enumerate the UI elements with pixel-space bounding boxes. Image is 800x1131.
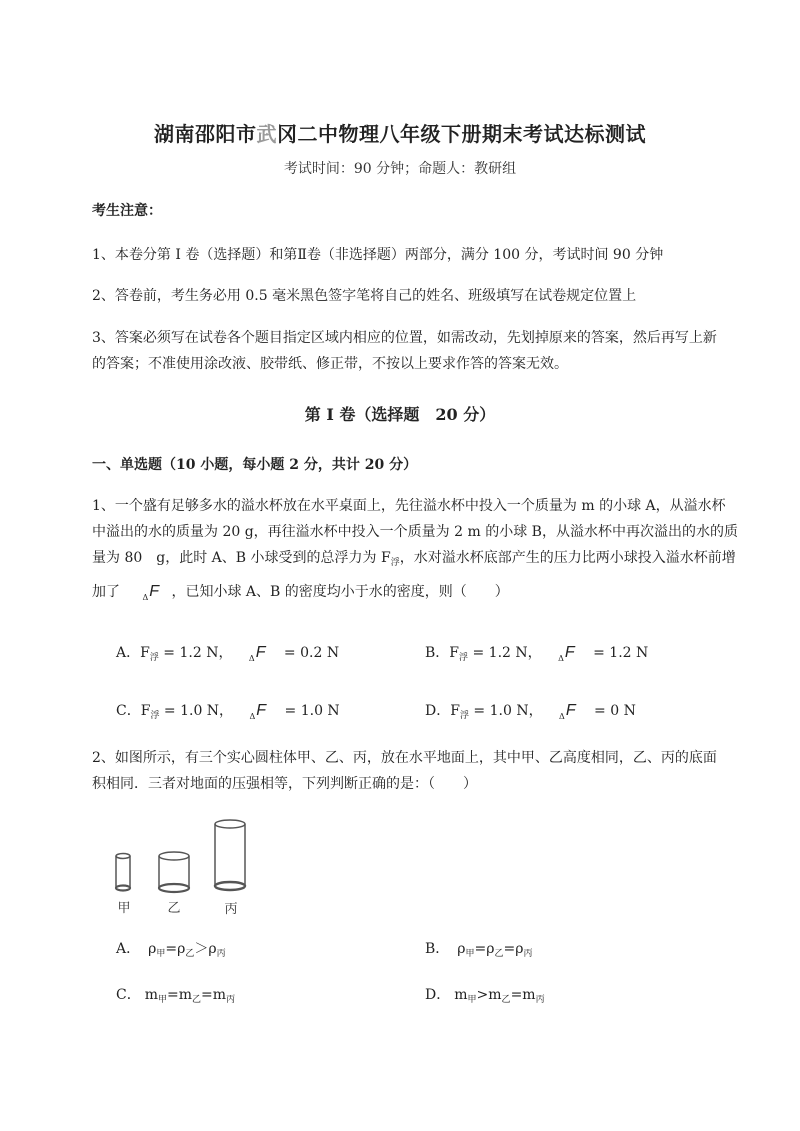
q1-option-d[interactable]: D．$F_浮 = 1.0$ N， $_\Delta$F = 0 N: [425, 702, 636, 721]
q1-option-b[interactable]: B．$F_浮 = 1.2$ N， $_\Delta$F = 1.2 N: [425, 644, 649, 663]
label-bing: 丙: [224, 902, 238, 917]
part-heading: 一、单选题（10 小题，每小题 2 分，共计 20 分）: [92, 457, 418, 473]
q1-option-c[interactable]: C．$F_浮 = 1.0$ N， $_\Delta$F = 1.0 N: [116, 702, 340, 721]
notice-item-3: 3、答案必须写在试卷各个题目指定区域内相应的位置，如需改动，先划掉原来的答案，然后再写上新: [92, 330, 717, 346]
cylinder-jia: [116, 854, 130, 891]
title-prefix: 湖南邵阳市: [154, 122, 257, 146]
force-symbol: F: [149, 583, 160, 600]
notice-heading: 考生注意：: [92, 203, 162, 219]
q2-option-b[interactable]: B． $\rho_甲=\rho_乙=\rho_丙$: [425, 941, 533, 959]
cylinder-yi: [159, 852, 189, 892]
label-jia: 甲: [117, 901, 131, 916]
q1-option-a[interactable]: A．$F_浮 = 1.2$ N， $_\Delta$F = 0.2 N: [116, 644, 340, 663]
title-suffix: 冈二中物理八年级下册期末考试达标测试: [277, 122, 646, 146]
exam-subtitle: 考试时间：90 分钟；命题人：教研组: [283, 161, 517, 177]
q1-line-3: 量为 80 g，此时 A、B 小球受到的总浮力为 $F_浮$，水对溢水杯底部产生的压力比两小球投入溢水杯前增: [92, 550, 736, 568]
label-yi: 乙: [167, 901, 181, 916]
q1-line-1: 1、一个盛有足够多水的溢水杯放在水平桌面上，先往溢水杯中投入一个质量为 m 的小球 A，从溢水杯: [92, 498, 726, 514]
q2-line-1: 2、如图所示，有三个实心圆柱体甲、乙、丙，放在水平地面上，其中甲、乙高度相同，乙、丙的底面: [92, 750, 717, 766]
page-title: [0, 118, 800, 147]
notice-item-1: 1、本卷分第 I 卷（选择题）和第Ⅱ卷（非选择题）两部分，满分 100 分，考试时间 90 分钟: [92, 247, 664, 263]
q2-line-2: 积相同．三者对地面的压强相等，下列判断正确的是：（ ）: [92, 776, 477, 792]
q2-option-d[interactable]: D． $m_甲>m_乙=m_丙$: [425, 987, 545, 1005]
title-highlight: 武: [256, 122, 277, 146]
cylinder-bing: [215, 820, 245, 890]
q2-option-c[interactable]: C． $m_甲=m_乙=m_丙$: [116, 987, 236, 1005]
notice-item-2: 2、答卷前，考生务必用 0.5 毫米黑色签字笔将自己的姓名、班级填写在试卷规定位置上: [92, 288, 637, 304]
section-title: 第 I 卷（选择题 20 分）: [304, 405, 496, 424]
notice-item-3-cont: 的答案；不准使用涂改液、胶带纸、修正带，不按以上要求作答的答案无效。: [92, 356, 568, 372]
q1-line-4: 加了 $_\Delta$F ，已知小球 A、B 的密度均小于水的密度，则（ ）: [92, 583, 509, 602]
q1-line-2: 中溢出的水的质量为 20 g，再往溢水杯中投入一个质量为 2 m 的小球 B，从溢水杯中再次溢出的水的质: [92, 524, 738, 540]
delta-symbol: Δ: [142, 593, 149, 602]
q2-option-a[interactable]: A． $\rho_甲=\rho_乙>\rho_丙$: [116, 941, 226, 959]
